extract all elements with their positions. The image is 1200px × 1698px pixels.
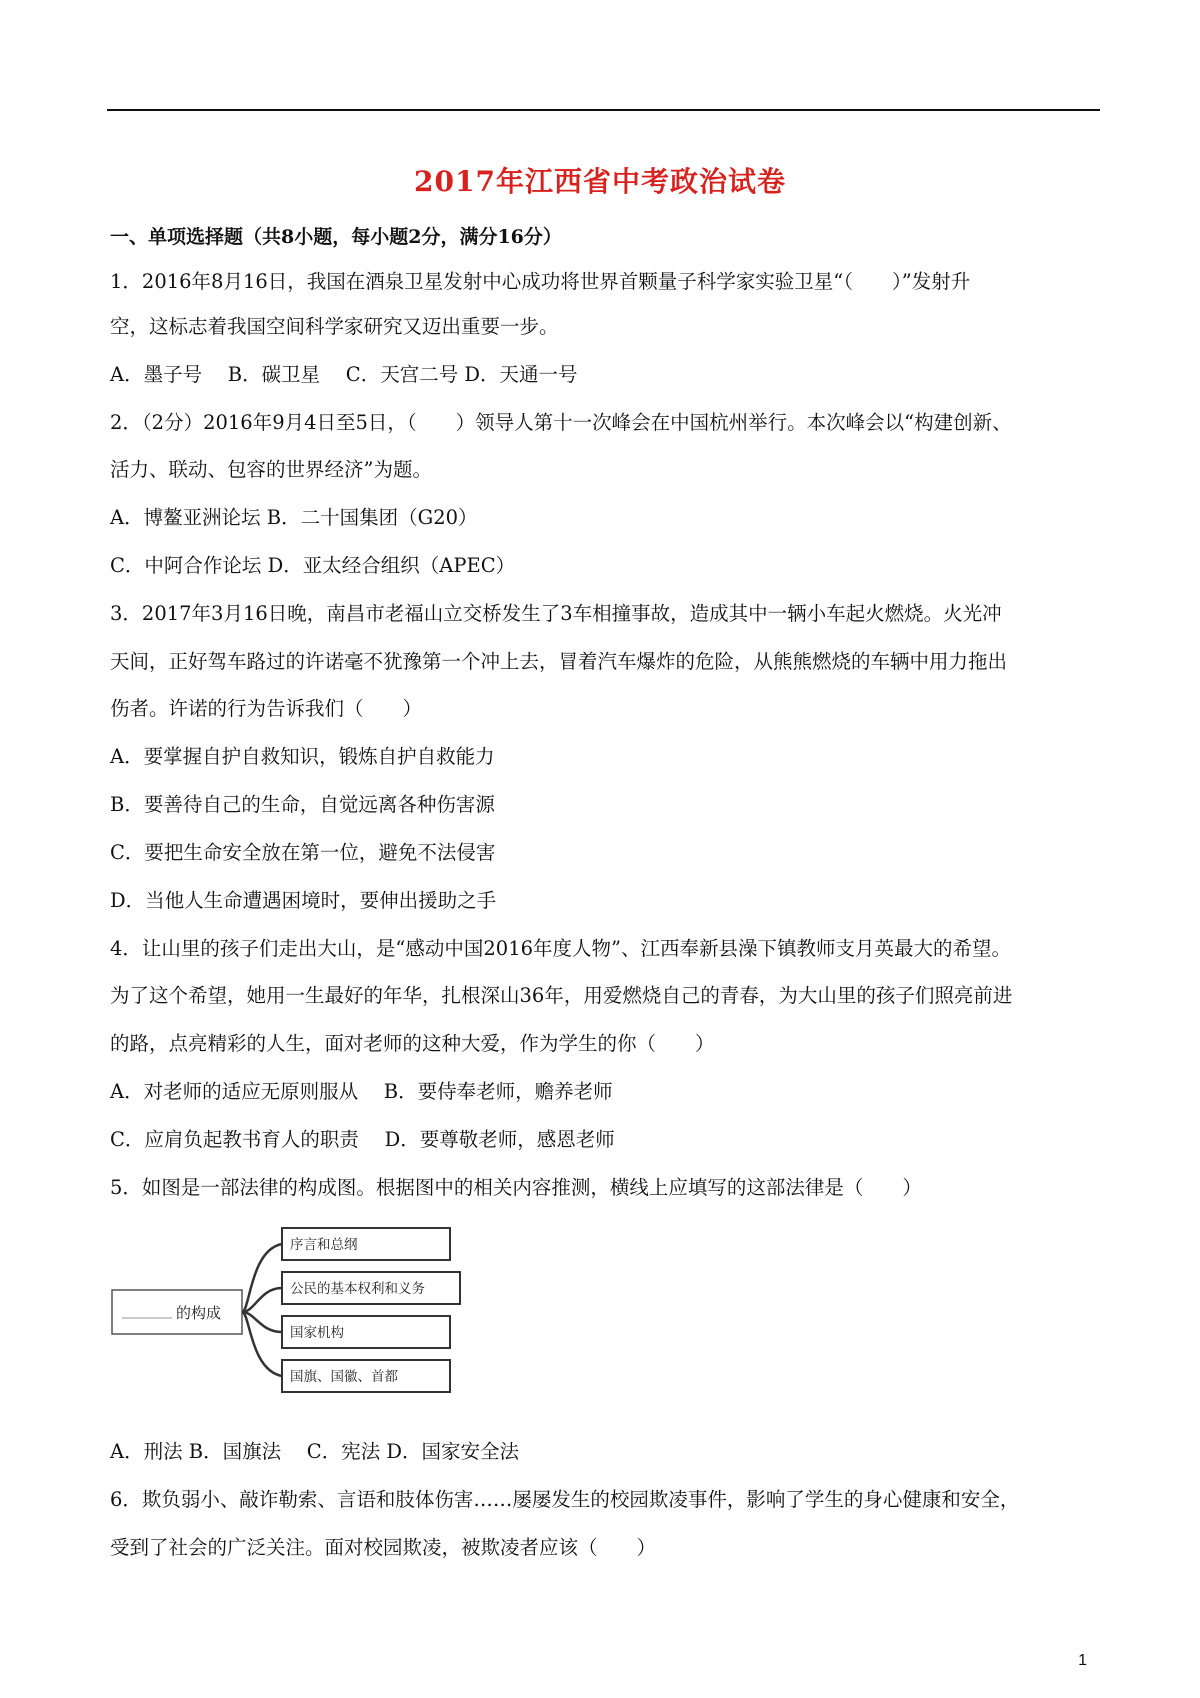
question-3-option-b: B．要善待自己的生命，自觉远离各种伤害源 bbox=[110, 793, 495, 816]
diagram-branch-2: 公民的基本权利和义务 bbox=[290, 1281, 425, 1297]
question-1-line-1: 1．2016年8月16日，我国在酒泉卫星发射中心成功将世界首颗量子科学家实验卫星“（ ）”发射升 bbox=[110, 270, 971, 293]
header-rule bbox=[107, 109, 1100, 111]
question-5-line-1: 5．如图是一部法律的构成图。根据图中的相关内容推测，横线上应填写的这部法律是（ ） bbox=[110, 1176, 922, 1199]
page-title: 2017年江西省中考政治试卷 bbox=[414, 165, 786, 198]
section-heading: 一、单项选择题（共8小题，每小题2分，满分16分） bbox=[110, 226, 562, 248]
diagram-connector-1 bbox=[242, 1244, 282, 1312]
question-2-line-1: 2．（2分）2016年9月4日至5日，（ ）领导人第十一次峰会在中国杭州举行。本次峰会以“构建创新、 bbox=[110, 411, 1012, 434]
diagram-connector-4 bbox=[242, 1312, 282, 1376]
question-4-line-1: 4．让山里的孩子们走出大山，是“感动中国2016年度人物”、江西奉新县澡下镇教师支月英最大的希望。 bbox=[110, 937, 1011, 960]
question-6-line-1: 6．欺负弱小、敲诈勒索、言语和肢体伤害……屡屡发生的校园欺凌事件，影响了学生的身心健康和安全， bbox=[110, 1488, 1020, 1511]
question-3-option-c: C．要把生命安全放在第一位，避免不法侵害 bbox=[110, 841, 496, 864]
question-1-line-2: 空，这标志着我国空间科学家研究又迈出重要一步。 bbox=[110, 315, 559, 338]
question-2-options-cd: C．中阿合作论坛 D．亚太经合组织（APEC） bbox=[110, 554, 516, 577]
question-4-line-2: 为了这个希望，她用一生最好的年华，扎根深山36年，用爱燃烧自己的青春，为大山里的孩子们照亮前进 bbox=[110, 984, 1013, 1007]
diagram-branch-3: 国家机构 bbox=[290, 1325, 344, 1341]
question-4-options-ab: A．对老师的适应无原则服从 B．要侍奉老师，赡养老师 bbox=[110, 1080, 613, 1103]
question-5-options: A．刑法 B．国旗法 C．宪法 D．国家安全法 bbox=[110, 1440, 520, 1463]
diagram-branch-4: 国旗、国徽、首都 bbox=[290, 1369, 398, 1385]
question-2-options-ab: A．博鳌亚洲论坛 B．二十国集团（G20） bbox=[110, 506, 478, 529]
question-3-line-2: 天间，正好驾车路过的许诺毫不犹豫第一个冲上去，冒着汽车爆炸的危险，从熊熊燃烧的车辆中用力拖出 bbox=[110, 650, 1008, 673]
question-3-option-d: D．当他人生命遭遇困境时，要伸出援助之手 bbox=[110, 889, 497, 912]
question-4-line-3: 的路，点亮精彩的人生，面对老师的这种大爱，作为学生的你（ ） bbox=[110, 1032, 715, 1055]
question-3-option-a: A．要掌握自护自救知识，锻炼自护自救能力 bbox=[110, 745, 495, 768]
page-number: 1 bbox=[1078, 1652, 1087, 1669]
question-3-line-3: 伤者。许诺的行为告诉我们（ ） bbox=[110, 697, 423, 720]
question-4-options-cd: C．应肩负起教书育人的职责 D．要尊敬老师，感恩老师 bbox=[110, 1128, 615, 1151]
question-2-line-2: 活力、联动、包容的世界经济”为题。 bbox=[110, 458, 432, 481]
diagram-root-label: 的构成 bbox=[176, 1304, 222, 1322]
question-1-options: A．墨子号 B．碳卫星 C．天宫二号 D．天通一号 bbox=[110, 363, 578, 386]
diagram-branch-1: 序言和总纲 bbox=[290, 1237, 358, 1253]
law-structure-diagram bbox=[110, 1220, 465, 1410]
question-6-line-2: 受到了社会的广泛关注。面对校园欺凌，被欺凌者应该（ ） bbox=[110, 1536, 657, 1559]
question-3-line-1: 3．2017年3月16日晚，南昌市老福山立交桥发生了3车相撞事故，造成其中一辆小车起火燃烧。火光冲 bbox=[110, 602, 1002, 625]
